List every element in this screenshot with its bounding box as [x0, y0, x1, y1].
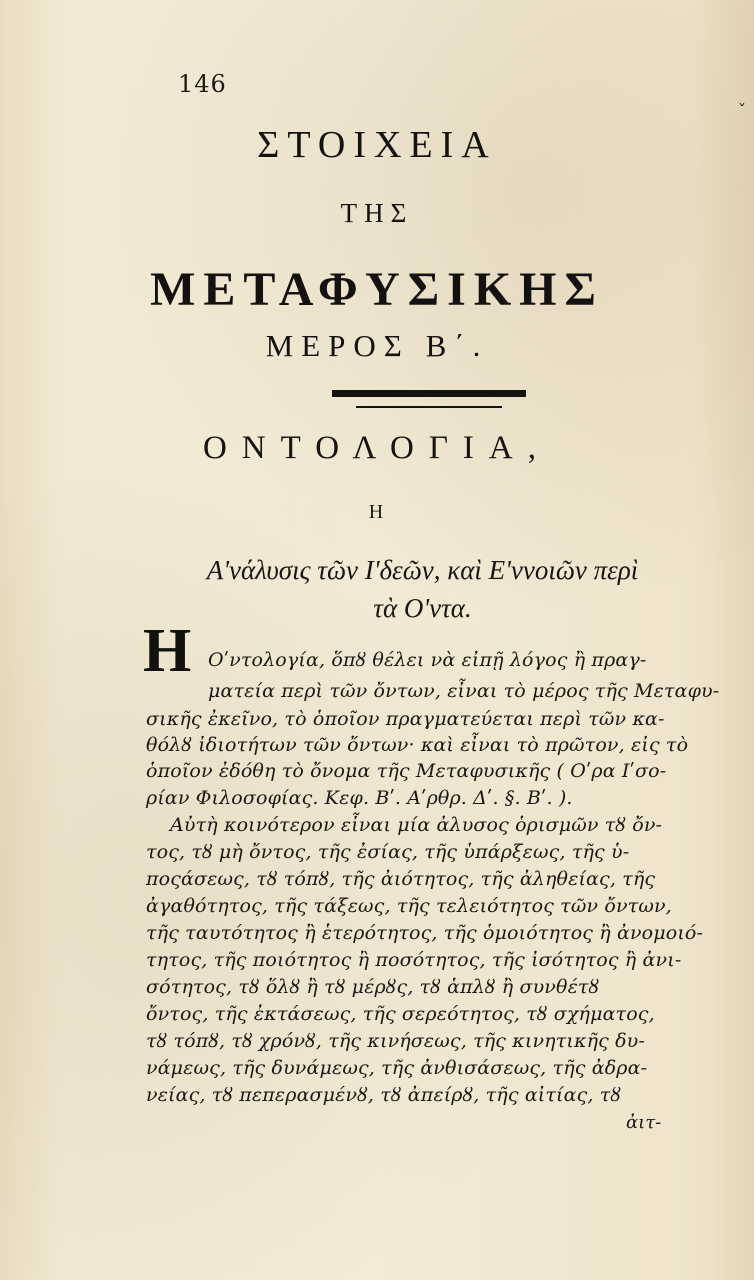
title-line-2: ΤΗΣ — [340, 198, 414, 228]
body-line: σότητος, τȣ ὅλȣ ἢ τȣ μέρȣς, τȣ ἁπλȣ ἢ συνθέτȣ — [146, 976, 600, 998]
body-line: ματεία περὶ τῶν ὄντων, εἶναι τὸ μέρος τῆς Μεταφυ- — [208, 680, 720, 702]
body-line: τῆς ταυτότητος ἢ ἑτερότητος, τῆς ὁμοιότητος ἢ ἀνομοιό- — [146, 922, 704, 944]
drop-cap: Η — [143, 617, 192, 685]
body-line: σικῆς ἐκεῖνο, τὸ ὁποῖον πραγματεύεται περὶ τῶν κα- — [146, 708, 665, 730]
body-line: τȣ τόπȣ, τȣ χρόνȣ, τῆς κινήσεως, τῆς κινητικῆς δυ- — [146, 1030, 645, 1052]
section-or: Η — [368, 501, 386, 523]
body-line: νάμεως, τῆς δυνάμεως, τῆς ἀνθισάσεως, τῆς ἀδρα- — [146, 1057, 648, 1079]
body-line: θόλȣ ἰδιοτήτων τῶν ὄντων· καὶ εἶναι τὸ πρῶτον, εἰς τὸ — [146, 734, 689, 756]
section-subtitle-line-2: τὰ Οʹντα. — [373, 593, 472, 623]
corner-mark: ˯ — [738, 87, 746, 106]
body-line: νείας, τȣ πεπερασμένȣ, τȣ ἀπείρȣ, τῆς αἰτίας, τȣ — [146, 1084, 622, 1106]
body-line: ἀγαθότητος, τῆς τάξεως, τῆς τελειότητος τῶν ὄντων, — [146, 895, 672, 917]
section-title: ΟΝΤΟΛΟΓΙΑ, — [202, 430, 552, 466]
catchword: ἀιτ- — [626, 1112, 662, 1133]
body-line: τος, τȣ μὴ ὄντος, τῆς ἐσίας, τῆς ὑπάρξεως, τῆς ὑ- — [146, 841, 630, 863]
page-number: 146 — [178, 70, 227, 98]
title-line-1: ΣΤΟΙΧΕΙΑ — [257, 124, 497, 166]
body-line: ὁποῖον ἐδόθη τὸ ὄνομα τῆς Μεταφυσικῆς ( Οʹρα Ιʹσο- — [146, 760, 667, 782]
body-line: Οʹντολογία, ὅπȣ θέλει νὰ εἰπῇ λόγος ἢ πραγ- — [208, 649, 647, 671]
ornament-rule-thin — [356, 406, 502, 408]
body-line: ὄντος, τῆς ἐκτάσεως, τῆς σερεότητος, τȣ σχήματος, — [146, 1003, 655, 1025]
body-line: ποςάσεως, τȣ τόπȣ, τῆς ἀιότητος, τῆς ἀληθείας, τῆς — [146, 868, 656, 890]
show-through-text — [470, 78, 730, 278]
ornament-rule-thick — [332, 390, 526, 397]
body-line: τητος, τῆς ποιότητος ἢ ποσότητος, τῆς ἰσότητος ἢ ἀνι- — [146, 949, 682, 971]
body-line: Αὐτὴ κοινότερον εἶναι μία ἀλυσος ὁρισμῶν τȣ ὄν- — [170, 814, 663, 836]
title-line-3: ΜΕΤΑΦΥΣΙΚΗΣ — [150, 263, 604, 316]
section-subtitle-line-1: Αʹνάλυσις τῶν Ιʹδεῶν, καὶ Εʹννοιῶν περὶ — [206, 555, 639, 585]
body-line: ρίαν Φιλοσοφίας. Κεφ. Βʹ. Αʹρθρ. Δʹ. §. Βʹ. ). — [146, 787, 573, 809]
title-line-4: ΜΕΡΟΣ Β΄. — [265, 328, 489, 363]
